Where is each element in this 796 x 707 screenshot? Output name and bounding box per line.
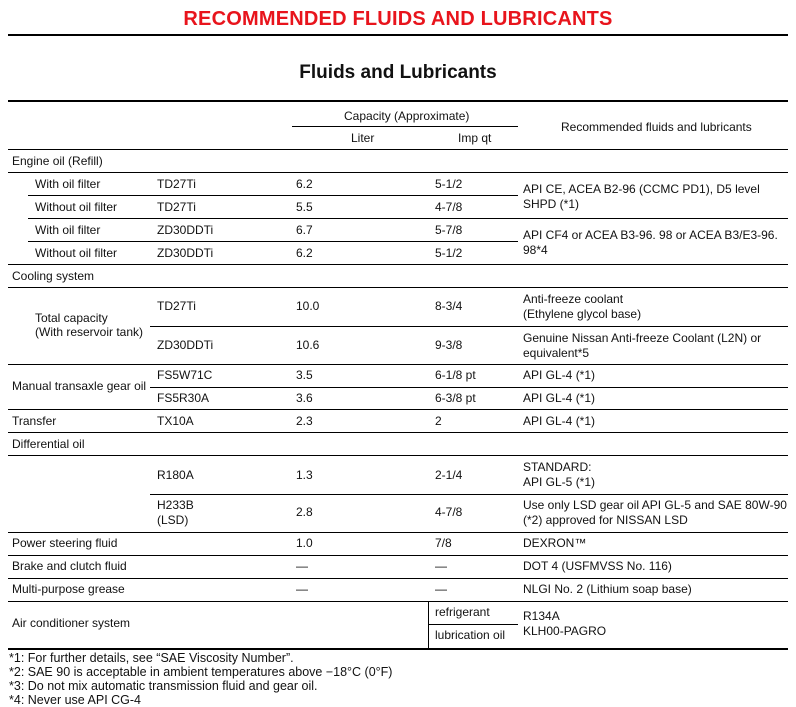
row-rule: [8, 172, 788, 173]
row-rule: [8, 578, 788, 579]
brake-liter: —: [296, 559, 308, 573]
row-rule: [8, 287, 788, 288]
cooling-row-1-liter: 10.0: [296, 299, 320, 313]
row-rule: [8, 601, 788, 602]
cooling-row-2-liter: 10.6: [296, 338, 320, 352]
row-rule: [150, 494, 788, 495]
engine-row-3-impqt: 5-7/8: [435, 223, 463, 237]
cooling-title: Cooling system: [12, 269, 95, 283]
manual-row-1-impqt: 6-1/8 pt: [435, 368, 476, 382]
cooling-label-2: (With reservoir tank): [35, 325, 144, 339]
aircon-label: Air conditioner system: [12, 616, 131, 630]
footnote-4: *4: Never use API CG-4: [9, 693, 142, 707]
engine-row-1-liter: 6.2: [296, 177, 313, 191]
engine-row-4-model: ZD30DDTi: [157, 246, 214, 260]
cooling-label-1: Total capacity: [35, 311, 108, 325]
row-rule: [8, 432, 788, 433]
engine-row-3-label: With oil filter: [35, 223, 101, 237]
engine-row-4-liter: 6.2: [296, 246, 313, 260]
power-steering-impqt: 7/8: [435, 536, 452, 550]
cooling-row-1-rec-2: (Ethylene glycol base): [523, 307, 642, 321]
engine-row-1-impqt: 5-1/2: [435, 177, 463, 191]
cooling-row-1-model: TD27Ti: [157, 299, 196, 313]
diff-row-2-rec-1: Use only LSD gear oil API GL-5 and SAE 80W-90: [523, 498, 787, 512]
row-rule: [8, 455, 788, 456]
row-rule: [28, 218, 788, 219]
row-rule: [150, 387, 788, 388]
engine-row-3-model: ZD30DDTi: [157, 223, 214, 237]
footnote-2: *2: SAE 90 is acceptable in ambient temperatures above −18°C (0°F): [9, 665, 393, 679]
row-rule: [8, 409, 788, 410]
row-rule: [150, 326, 788, 327]
manual-row-2-rec: API GL-4 (*1): [523, 391, 596, 405]
engine-row-4-label: Without oil filter: [35, 246, 118, 260]
cooling-row-2-model: ZD30DDTi: [157, 338, 214, 352]
diff-row-1-rec-2: API GL-5 (*1): [523, 475, 596, 489]
diff-row-2-model-2: (LSD): [157, 513, 189, 527]
diff-row-2-model: H233B: [157, 498, 194, 512]
diff-row-1-model: R180A: [157, 468, 194, 482]
manual-row-2-model: FS5R30A: [157, 391, 210, 405]
manual-row-1-liter: 3.5: [296, 368, 313, 382]
engine-title: Engine oil (Refill): [12, 154, 103, 168]
power-steering-rec: DEXRON™: [523, 536, 587, 550]
row-rule: [8, 364, 788, 365]
grease-liter: —: [296, 582, 308, 596]
engine-row-2-model: TD27Ti: [157, 200, 196, 214]
engine-row-1-label: With oil filter: [35, 177, 101, 191]
header-recommended: Recommended fluids and lubricants: [561, 120, 752, 134]
manual-row-2-liter: 3.6: [296, 391, 313, 405]
differential-title: Differential oil: [12, 437, 85, 451]
transfer-liter: 2.3: [296, 414, 313, 428]
engine-td27-rec-1: API CE, ACEA B2-96 (CCMC PD1), D5 level: [523, 182, 760, 196]
engine-row-2-label: Without oil filter: [35, 200, 118, 214]
brake-rec: DOT 4 (USFMVSS No. 116): [523, 559, 672, 573]
top-divider: [8, 34, 788, 36]
diff-row-1-impqt: 2-1/4: [435, 468, 463, 482]
grease-rec: NLGI No. 2 (Lithium soap base): [523, 582, 692, 596]
cooling-row-2-impqt: 9-3/8: [435, 338, 463, 352]
section-title: Fluids and Lubricants: [299, 62, 497, 83]
aircon-rec-1: R134A: [523, 609, 560, 623]
diff-row-2-impqt: 4-7/8: [435, 505, 463, 519]
engine-zd30-rec-1: API CF4 or ACEA B3-96. 98 or ACEA B3/E3-96.: [523, 228, 778, 242]
engine-row-3-liter: 6.7: [296, 223, 313, 237]
manual-label: Manual transaxle gear oil: [12, 379, 147, 393]
row-rule: [28, 195, 518, 196]
power-steering-label: Power steering fluid: [12, 536, 118, 550]
transfer-rec: API GL-4 (*1): [523, 414, 596, 428]
diff-row-1-rec-1: STANDARD:: [523, 460, 592, 474]
transfer-label: Transfer: [12, 414, 57, 428]
cooling-row-1-rec-1: Anti-freeze coolant: [523, 292, 624, 306]
row-rule: [8, 264, 788, 265]
brake-label: Brake and clutch fluid: [12, 559, 127, 573]
engine-row-1-model: TD27Ti: [157, 177, 196, 191]
cooling-row-2-rec-1: Genuine Nissan Anti-freeze Coolant (L2N) or: [523, 331, 762, 345]
diff-row-2-rec-2: (*2) approved for NISSAN LSD: [523, 513, 688, 527]
banner-title: RECOMMENDED FLUIDS AND LUBRICANTS: [183, 8, 613, 30]
header-capacity-rule: [292, 126, 518, 127]
grease-impqt: —: [435, 582, 447, 596]
row-rule: [428, 624, 518, 625]
footnote-1: *1: For further details, see “SAE Viscosity Number”.: [9, 651, 294, 665]
header-liter: Liter: [351, 131, 375, 145]
row-rule: [8, 555, 788, 556]
header-impqt: Imp qt: [458, 131, 492, 145]
row-rule: [8, 532, 788, 533]
aircon-rec-2: KLH00-PAGRO: [523, 624, 607, 638]
engine-row-2-liter: 5.5: [296, 200, 313, 214]
transfer-impqt: 2: [435, 414, 442, 428]
manual-row-1-rec: API GL-4 (*1): [523, 368, 596, 382]
manual-row-1-model: FS5W71C: [157, 368, 213, 382]
diff-row-2-liter: 2.8: [296, 505, 313, 519]
table-bottom-rule: [8, 648, 788, 650]
engine-row-4-impqt: 5-1/2: [435, 246, 463, 260]
aircon-sub-1: refrigerant: [435, 605, 490, 619]
manual-row-2-impqt: 6-3/8 pt: [435, 391, 476, 405]
fluids-table: [8, 100, 788, 650]
footnote-3: *3: Do not mix automatic transmission fluid and gear oil.: [9, 679, 318, 693]
cooling-row-1-impqt: 8-3/4: [435, 299, 463, 313]
grease-label: Multi-purpose grease: [12, 582, 125, 596]
engine-td27-rec-2: SHPD (*1): [523, 197, 580, 211]
power-steering-liter: 1.0: [296, 536, 313, 550]
header-capacity: Capacity (Approximate): [344, 109, 470, 123]
cooling-row-2-rec-2: equivalent*5: [523, 346, 590, 360]
row-rule: [28, 241, 518, 242]
brake-impqt: —: [435, 559, 447, 573]
header-bottom-rule: [8, 149, 788, 150]
engine-row-2-impqt: 4-7/8: [435, 200, 463, 214]
engine-zd30-rec-2: 98*4: [523, 243, 548, 257]
diff-row-1-liter: 1.3: [296, 468, 313, 482]
aircon-sub-2: lubrication oil: [435, 628, 506, 642]
transfer-model: TX10A: [157, 414, 194, 428]
